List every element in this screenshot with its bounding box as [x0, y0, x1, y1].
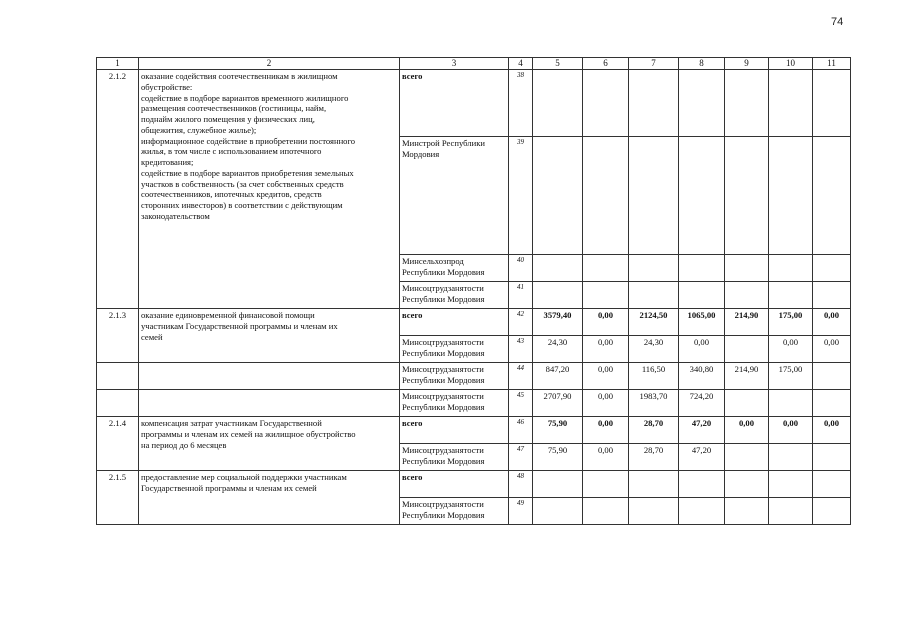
value-cell	[725, 390, 769, 417]
value-cell: 0,00	[725, 417, 769, 444]
description-line: семей	[141, 331, 163, 342]
value-cell: 47,20	[679, 444, 725, 471]
value-cell	[533, 255, 583, 282]
header-cell: 7	[629, 58, 679, 70]
value-cell: 2707,90	[533, 390, 583, 417]
row-description-cell	[139, 363, 400, 390]
value-cell: 0,00	[813, 309, 851, 336]
value-cell: 0,00	[813, 417, 851, 444]
value-cell	[629, 498, 679, 525]
description-line: информационное содействие в приобретении постоянного	[141, 135, 356, 146]
executor-cell: всего	[400, 70, 509, 137]
description-line: компенсация затрат участникам Государственной	[141, 418, 322, 429]
value-cell: 75,90	[533, 417, 583, 444]
header-cell: 8	[679, 58, 725, 70]
value-cell	[769, 444, 813, 471]
value-cell: 0,00	[583, 336, 629, 363]
row-description-cell	[139, 70, 400, 309]
value-cell	[813, 471, 851, 498]
value-cell: 1983,70	[629, 390, 679, 417]
executor-cell: Минстрой Республики Мордовия	[400, 137, 509, 255]
value-cell	[769, 390, 813, 417]
header-cell: 4	[509, 58, 533, 70]
table-row	[97, 390, 851, 417]
description-line: участникам Государственной программы и членам их	[141, 320, 338, 331]
description-line: соотечественников, ипотечных кредитов, средств	[141, 189, 322, 200]
description-line: содействие в подборе вариантов приобретения земельных	[141, 167, 354, 178]
value-cell	[533, 498, 583, 525]
value-cell: 214,90	[725, 309, 769, 336]
table-row	[97, 363, 851, 390]
value-cell: 175,00	[769, 309, 813, 336]
description-line: поднайм жилого помещения у физических лиц,	[141, 114, 315, 125]
value-cell	[583, 70, 629, 137]
value-cell: 847,20	[533, 363, 583, 390]
value-cell: 24,30	[533, 336, 583, 363]
indicator-number-cell: 41	[509, 282, 533, 309]
indicator-number-cell: 43	[509, 336, 533, 363]
description-line: оказание единовременной финансовой помощи	[141, 310, 315, 321]
value-cell: 0,00	[769, 417, 813, 444]
row-code-cell	[97, 390, 139, 417]
indicator-number-cell: 46	[509, 417, 533, 444]
value-cell: 340,80	[679, 363, 725, 390]
page-number: 74	[831, 16, 844, 28]
value-cell: 47,20	[679, 417, 725, 444]
description-line: оказание содействия соотечественникам в жилищном	[141, 71, 338, 82]
table-row	[97, 309, 851, 336]
value-cell	[533, 471, 583, 498]
description-line: размещения соотечественников (гостиницы, найм,	[141, 103, 327, 114]
description-line: общежития, служебное жилье);	[141, 124, 257, 135]
row-code-cell: 2.1.2	[97, 70, 139, 309]
value-cell: 0,00	[583, 444, 629, 471]
executor-cell: всего	[400, 309, 509, 336]
value-cell	[629, 282, 679, 309]
value-cell: 0,00	[813, 336, 851, 363]
executor-cell: Минсоцтрудзанятости Республики Мордовия	[400, 336, 509, 363]
indicator-number-cell: 47	[509, 444, 533, 471]
indicator-number-cell: 45	[509, 390, 533, 417]
value-cell	[629, 255, 679, 282]
description-line: программы и членам их семей на жилищное обустройство	[141, 428, 356, 439]
header-cell: 10	[769, 58, 813, 70]
value-cell: 0,00	[583, 417, 629, 444]
header-cell: 11	[813, 58, 851, 70]
value-cell	[725, 70, 769, 137]
value-cell: 116,50	[629, 363, 679, 390]
description-line: жилья, в том числе с использованием ипотечного	[141, 146, 322, 157]
value-cell: 0,00	[583, 309, 629, 336]
value-cell	[583, 255, 629, 282]
indicator-number-cell: 42	[509, 309, 533, 336]
description-line: обустройстве:	[141, 81, 193, 92]
row-code-cell: 2.1.4	[97, 417, 139, 471]
header-row	[97, 58, 851, 70]
description-line: законодательством	[141, 210, 210, 221]
description-line: на период до 6 месяцев	[141, 439, 227, 450]
value-cell: 175,00	[769, 363, 813, 390]
value-cell	[725, 336, 769, 363]
row-code-cell: 2.1.3	[97, 309, 139, 363]
value-cell	[583, 282, 629, 309]
value-cell	[769, 498, 813, 525]
value-cell	[769, 282, 813, 309]
description-line: содействие в подборе вариантов временного жилищного	[141, 92, 349, 103]
value-cell: 0,00	[583, 363, 629, 390]
value-cell	[533, 282, 583, 309]
indicator-number-cell: 40	[509, 255, 533, 282]
executor-cell: Минсоцтрудзанятости Республики Мордовия	[400, 390, 509, 417]
value-cell	[583, 471, 629, 498]
description-line: участков в собственность (за счет собственных средств	[141, 178, 344, 189]
description-line: кредитования;	[141, 157, 194, 168]
row-code-cell	[97, 363, 139, 390]
description-line: предоставление мер социальной поддержки участникам	[141, 472, 347, 483]
executor-cell: Минсоцтрудзанятости Республики Мордовия	[400, 282, 509, 309]
executor-cell: Минсоцтрудзанятости Республики Мордовия	[400, 498, 509, 525]
value-cell	[583, 137, 629, 255]
value-cell	[769, 137, 813, 255]
value-cell	[533, 137, 583, 255]
executor-cell: Минсоцтрудзанятости Республики Мордовия	[400, 363, 509, 390]
value-cell: 75,90	[533, 444, 583, 471]
value-cell	[725, 498, 769, 525]
indicator-number-cell: 48	[509, 471, 533, 498]
header-cell: 5	[533, 58, 583, 70]
value-cell: 28,70	[629, 417, 679, 444]
program-funding-table	[96, 57, 851, 525]
row-description-cell	[139, 471, 400, 525]
value-cell	[813, 390, 851, 417]
indicator-number-cell: 49	[509, 498, 533, 525]
value-cell	[725, 471, 769, 498]
value-cell	[679, 471, 725, 498]
value-cell: 0,00	[769, 336, 813, 363]
value-cell: 0,00	[583, 390, 629, 417]
row-description-cell	[139, 309, 400, 363]
value-cell	[533, 70, 583, 137]
value-cell	[813, 282, 851, 309]
value-cell	[629, 471, 679, 498]
value-cell	[679, 137, 725, 255]
row-description-cell	[139, 417, 400, 471]
executor-cell: Минсельхозпрод Республики Мордовия	[400, 255, 509, 282]
value-cell	[679, 498, 725, 525]
value-cell	[813, 363, 851, 390]
table-row	[97, 70, 851, 137]
value-cell	[679, 282, 725, 309]
executor-cell: Минсоцтрудзанятости Республики Мордовия	[400, 444, 509, 471]
header-cell: 1	[97, 58, 139, 70]
table-row	[97, 417, 851, 444]
header-cell: 3	[400, 58, 509, 70]
indicator-number-cell: 38	[509, 70, 533, 137]
value-cell	[725, 444, 769, 471]
value-cell: 724,20	[679, 390, 725, 417]
header-cell: 6	[583, 58, 629, 70]
value-cell: 2124,50	[629, 309, 679, 336]
value-cell: 214,90	[725, 363, 769, 390]
description-line: Государственной программы и членам их семей	[141, 482, 317, 493]
value-cell: 3579,40	[533, 309, 583, 336]
value-cell	[629, 70, 679, 137]
value-cell	[583, 498, 629, 525]
executor-cell: всего	[400, 417, 509, 444]
value-cell	[813, 444, 851, 471]
value-cell: 0,00	[679, 336, 725, 363]
value-cell: 24,30	[629, 336, 679, 363]
value-cell	[813, 498, 851, 525]
value-cell	[725, 137, 769, 255]
header-cell: 2	[139, 58, 400, 70]
indicator-number-cell: 39	[509, 137, 533, 255]
description-line: сторонних инвесторов) в соответствии с действующим	[141, 200, 343, 211]
value-cell	[769, 70, 813, 137]
executor-cell: всего	[400, 471, 509, 498]
value-cell: 28,70	[629, 444, 679, 471]
header-cell: 9	[725, 58, 769, 70]
value-cell: 1065,00	[679, 309, 725, 336]
value-cell	[769, 471, 813, 498]
value-cell	[813, 70, 851, 137]
indicator-number-cell: 44	[509, 363, 533, 390]
value-cell	[679, 70, 725, 137]
value-cell	[769, 255, 813, 282]
value-cell	[725, 255, 769, 282]
value-cell	[725, 282, 769, 309]
row-description-cell	[139, 390, 400, 417]
table-row	[97, 471, 851, 498]
value-cell	[679, 255, 725, 282]
row-code-cell: 2.1.5	[97, 471, 139, 525]
value-cell	[813, 255, 851, 282]
value-cell	[629, 137, 679, 255]
value-cell	[813, 137, 851, 255]
